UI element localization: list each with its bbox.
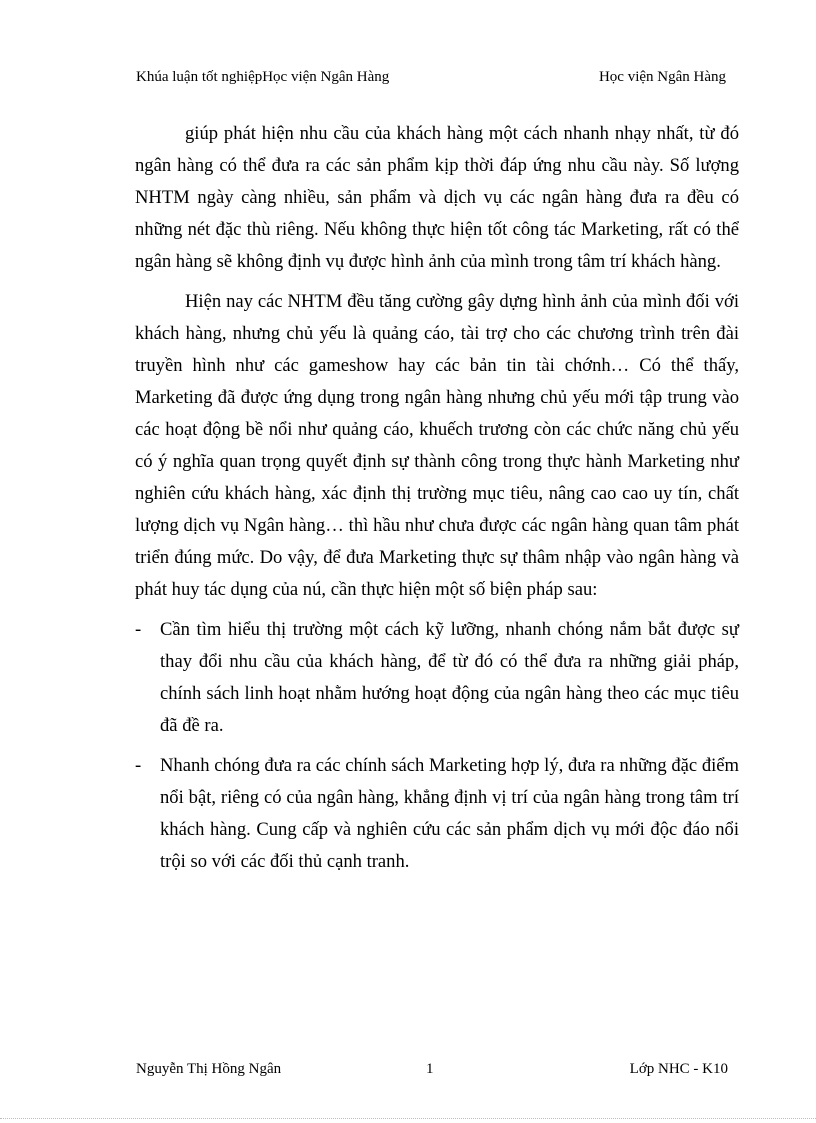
- header-left-text: Khúa luận tốt nghiệpHọc viện Ngân Hàng: [136, 69, 390, 85]
- page-footer: [136, 1058, 728, 1080]
- paragraph: Hiện nay các NHTM đều tăng cường gây dựng hình ảnh của mình đối với khách hàng, nhưng chủ yếu là quảng cáo, tài trợ cho các chương trình trên đài truyền hình như các gameshow hay các bản tin tài chớnh… Có thể thấy, Marketing đã được ứng dụng trong ngân hàng nhưng chủ yếu mới tập trung vào các hoạt động bề nổi như quảng cáo, khuếch trương còn các chức năng chủ yếu có ý nghĩa quan trọng quyết định sự thành công trong thực hành Marketing như nghiên cứu khách hàng, xác định thị trường mục tiêu, nâng cao cao uy tín, chất lượng dịch vụ Ngân hàng… thì hầu như chưa được các ngân hàng quan tâm phát triển đúng mức. Do vậy, để đưa Marketing thực sự thâm nhập vào ngân hàng và phát huy tác dụng của nú, cần thực hiện một số biện pháp sau:: [135, 291, 739, 600]
- header-right-text: Học viện Ngân Hàng: [598, 69, 726, 85]
- paragraph: giúp phát hiện nhu cầu của khách hàng một cách nhanh nhạy nhất, từ đó ngân hàng có thể đưa ra các sản phẩm kịp thời đáp ứng nhu cầu này. Số lượng NHTM ngày càng nhiều, sản phẩm và dịch vụ các ngân hàng đưa ra đều có những nét đặc thù riêng. Nếu không thực hiện tốt công tác Marketing, rất có thể ngân hàng sẽ không định vụ được hình ảnh của mình trong tâm trí khách hàng.: [135, 123, 739, 272]
- bullet-dash: -: [135, 619, 142, 640]
- page-number: 1: [426, 1061, 434, 1077]
- page-header: [136, 66, 726, 88]
- footer-author: Nguyễn Thị Hồng Ngân: [136, 1061, 282, 1077]
- bullet-text: Cần tìm hiểu thị trường một cách kỹ lưỡng, nhanh chóng nắm bắt được sự thay đổi nhu cầu của khách hàng, để từ đó có thể đưa ra những giải pháp, chính sách linh hoạt nhằm hướng hoạt động của ngân hàng theo các mục tiêu đã đề ra.: [160, 619, 739, 736]
- document-body: [135, 118, 739, 886]
- page-bottom-border: [0, 1118, 816, 1119]
- bullet-dash: -: [135, 755, 142, 776]
- bullet-item: [135, 614, 739, 742]
- bullet-text: Nhanh chóng đưa ra các chính sách Marketing hợp lý, đưa ra những đặc điểm nổi bật, riêng có của ngân hàng, khẳng định vị trí của ngân hàng trong tâm trí khách hàng. Cung cấp và nghiên cứu các sản phẩm dịch vụ mới độc đáo nổi trội so với các đối thủ cạnh tranh.: [160, 755, 739, 872]
- footer-class: Lớp NHC - K10: [629, 1061, 728, 1077]
- bullet-item: [135, 750, 739, 878]
